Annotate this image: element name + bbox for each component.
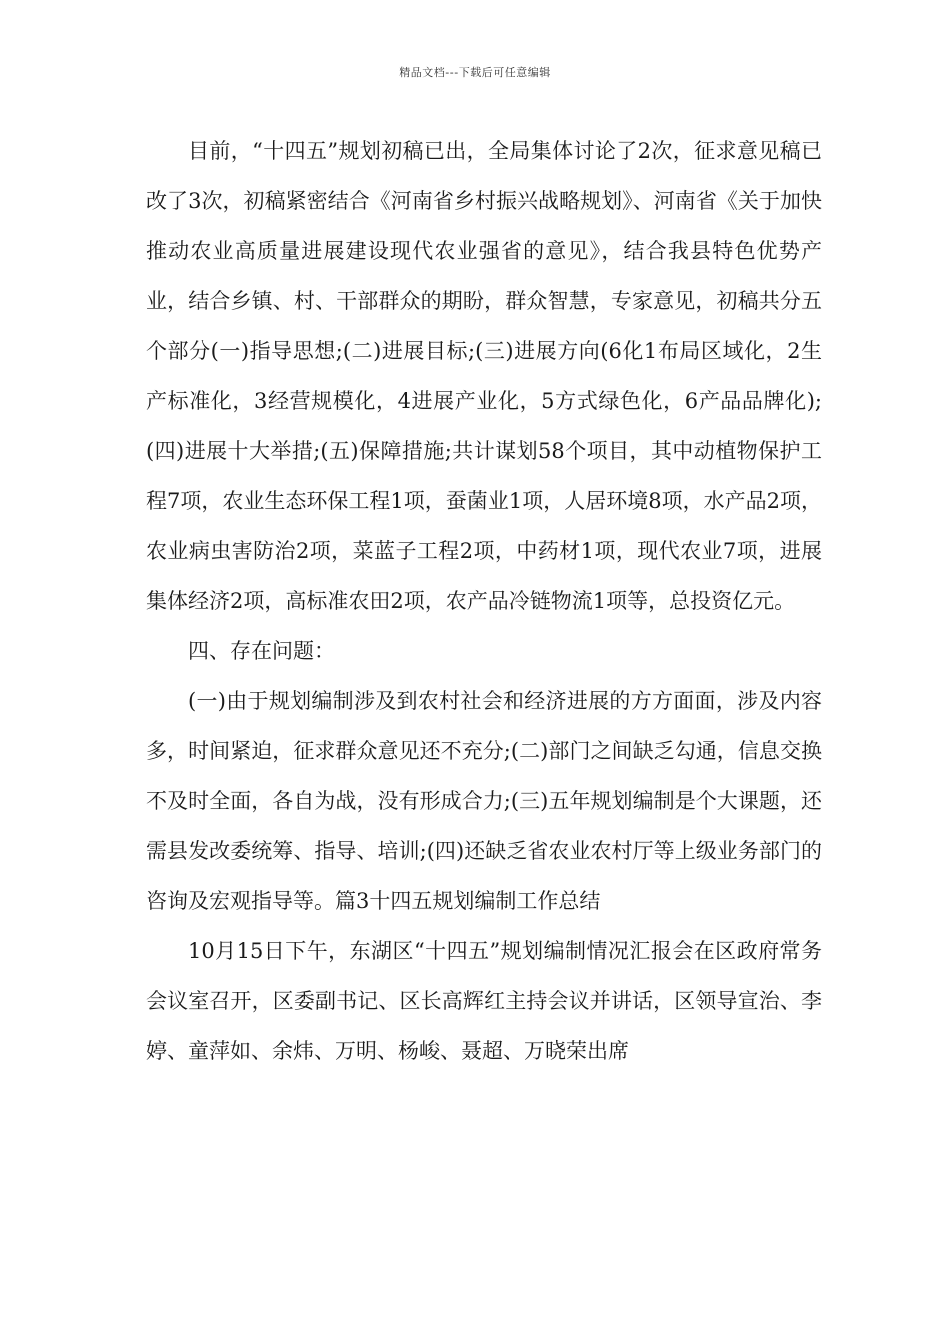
page-header: 精品文档---下载后可任意编辑 <box>399 66 551 79</box>
paragraph-meeting: 10月15日下午，东湖区“十四五”规划编制情况汇报会在区政府常务会议室召开，区委副书记、区长高辉红主持会议并讲话，区领导宣治、李婷、童萍如、余炜、万明、杨峻、聂超、万晓荣出席 <box>146 939 822 1063</box>
paragraph-draft-summary: 目前，“十四五”规划初稿已出，全局集体讨论了2次，征求意见稿已改了3次，初稿紧密结合《河南省乡村振兴战略规划》、河南省《关于加快推动农业高质量进展建设现代农业强省的意见》，结合我县特色优势产业，结合乡镇、村、干部群众的期盼，群众智慧，专家意见，初稿共分五个部分(一)指导思想;(二)进展目标;(三)进展方向(6化1布局区域化，2生产标准化，3经营规模化，4进展产业化，5方式绿色化，6产品品牌化);(四)进展十大举措;(五)保障措施;共计谋划58个项目，其中动植物保护工程7项，农业生态环保工程1项，蚕菌业1项，人居环境8项，水产品2项，农业病虫害防治2项，菜蓝子工程2项，中药材1项，现代农业7项，进展集体经济2项，高标准农田2项，农产品冷链物流1项等，总投资亿元。 <box>146 139 822 613</box>
paragraph-problems: (一)由于规划编制涉及到农村社会和经济进展的方方面面，涉及内容多，时间紧迫，征求群众意见还不充分;(二)部门之间缺乏勾通，信息交换不及时全面，各自为战，没有形成合力;(三)五年规划编制是个大课题，还需县发改委统筹、指导、培训;(四)还缺乏省农业农村厅等上级业务部门的咨询及宏观指导等。篇3十四五规划编制工作总结 <box>146 689 822 913</box>
document-body <box>146 126 822 1076</box>
section-heading-problems: 四、存在问题： <box>188 639 335 663</box>
